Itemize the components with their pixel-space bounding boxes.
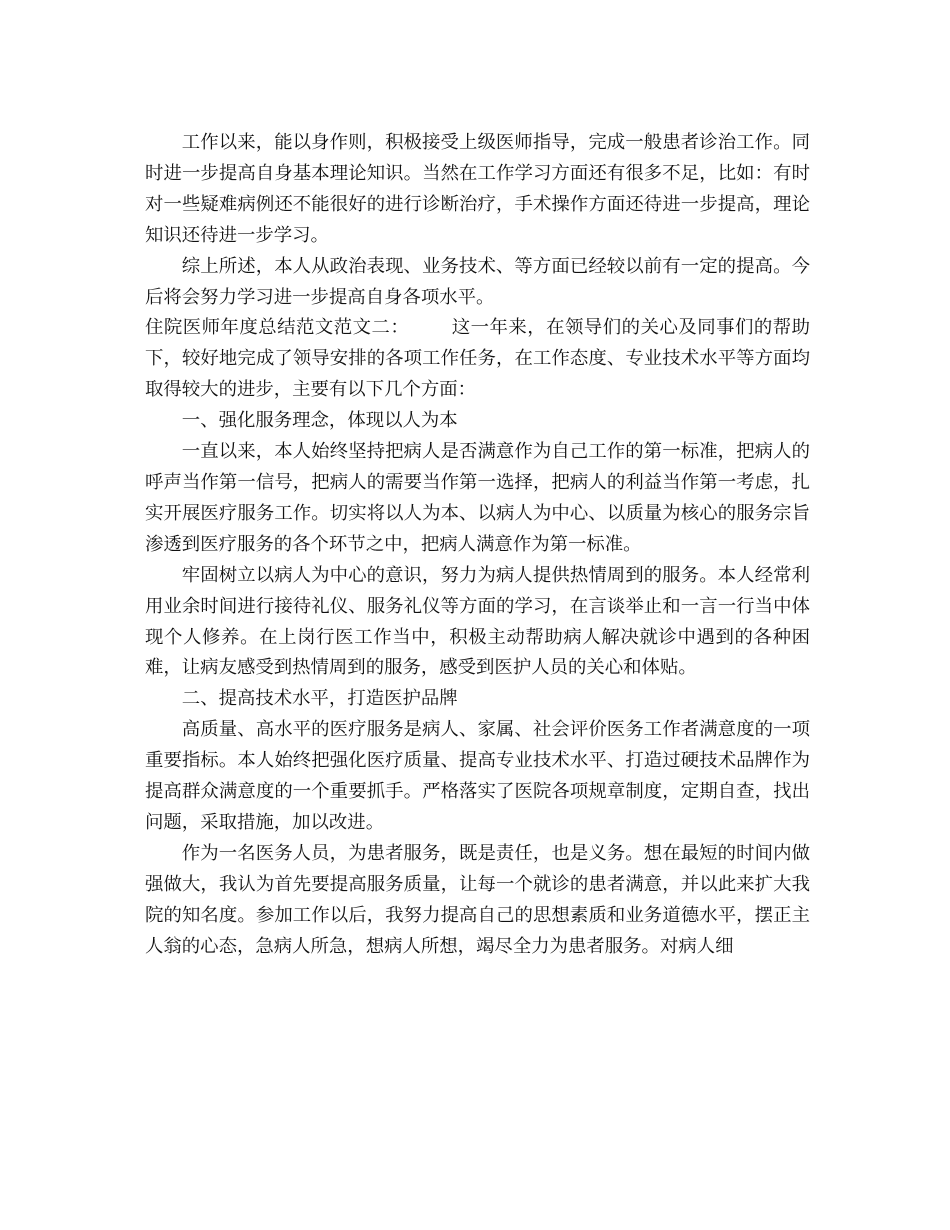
sample-two-intro: 这一年来，在领导们的关心及同事们的帮助下，较好地完成了领导安排的各项工作任务，在工作态度、专业技术水平等方面均取得较大的进步，主要有以下几个方面： <box>145 317 810 401</box>
paragraph-quality: 高质量、高水平的医疗服务是病人、家属、社会评价医务工作者满意度的一项重要指标。本人始终把强化医疗质量、提高专业技术水平、打造过硬技术品牌作为提高群众满意度的一个重要抓手。严格落实了医院各项规章制度，定期自查，找出问题，采取措施，加以改进。 <box>145 719 810 833</box>
sample-two-heading: 住院医师年度总结范文范文二： <box>145 317 410 339</box>
paragraph-work-summary: 工作以来，能以身作则，积极接受上级医师指导，完成一般患者诊治工作。同时进一步提高自身基本理论知识。当然在工作学习方面还有很多不足，比如：有时对一些疑难病例还不能很好的进行诊断治疗，手术操作方面还待进一步提高，理论知识还待进一步学习。 <box>145 132 810 246</box>
section-heading-technique: 二、提高技术水平，打造医护品牌 <box>181 688 458 710</box>
paragraph-sample-two <box>145 313 810 406</box>
paragraph-patient-centered: 牢固树立以病人为中心的意识，努力为病人提供热情周到的服务。本人经常利用业余时间进行接待礼仪、服务礼仪等方面的学习，在言谈举止和一言一行当中体现个人修养。在上岗行医工作当中，积极主动帮助病人解决就诊中遇到的各种困难，让病友感受到热情周到的服务，感受到医护人员的关心和体贴。 <box>145 564 810 679</box>
paragraph-conclusion: 综上所述，本人从政治表现、业务技术、等方面已经较以前有一定的提高。今后将会努力学习进一步提高自身各项水平。 <box>145 255 810 308</box>
section-heading-service: 一、强化服务理念，体现以人为本 <box>181 410 458 432</box>
document-body <box>145 128 810 962</box>
paragraph-responsibility: 作为一名医务人员，为患者服务，既是责任，也是义务。想在最短的时间内做强做大，我认为首先要提高服务质量，让每一个就诊的患者满意，并以此来扩大我院的知名度。参加工作以后，我努力提高自己的思想素质和业务道德水平，摆正主人翁的心态，急病人所急，想病人所想，竭尽全力为患者服务。对病人细 <box>145 842 810 957</box>
paragraph-patient-first: 一直以来，本人始终坚持把病人是否满意作为自己工作的第一标准，把病人的呼声当作第一信号，把病人的需要当作第一选择，把病人的利益当作第一考虑，扎实开展医疗服务工作。切实将以人为本、以病人为中心、以质量为核心的服务宗旨渗透到医疗服务的各个环节之中，把病人满意作为第一标准。 <box>145 441 810 555</box>
